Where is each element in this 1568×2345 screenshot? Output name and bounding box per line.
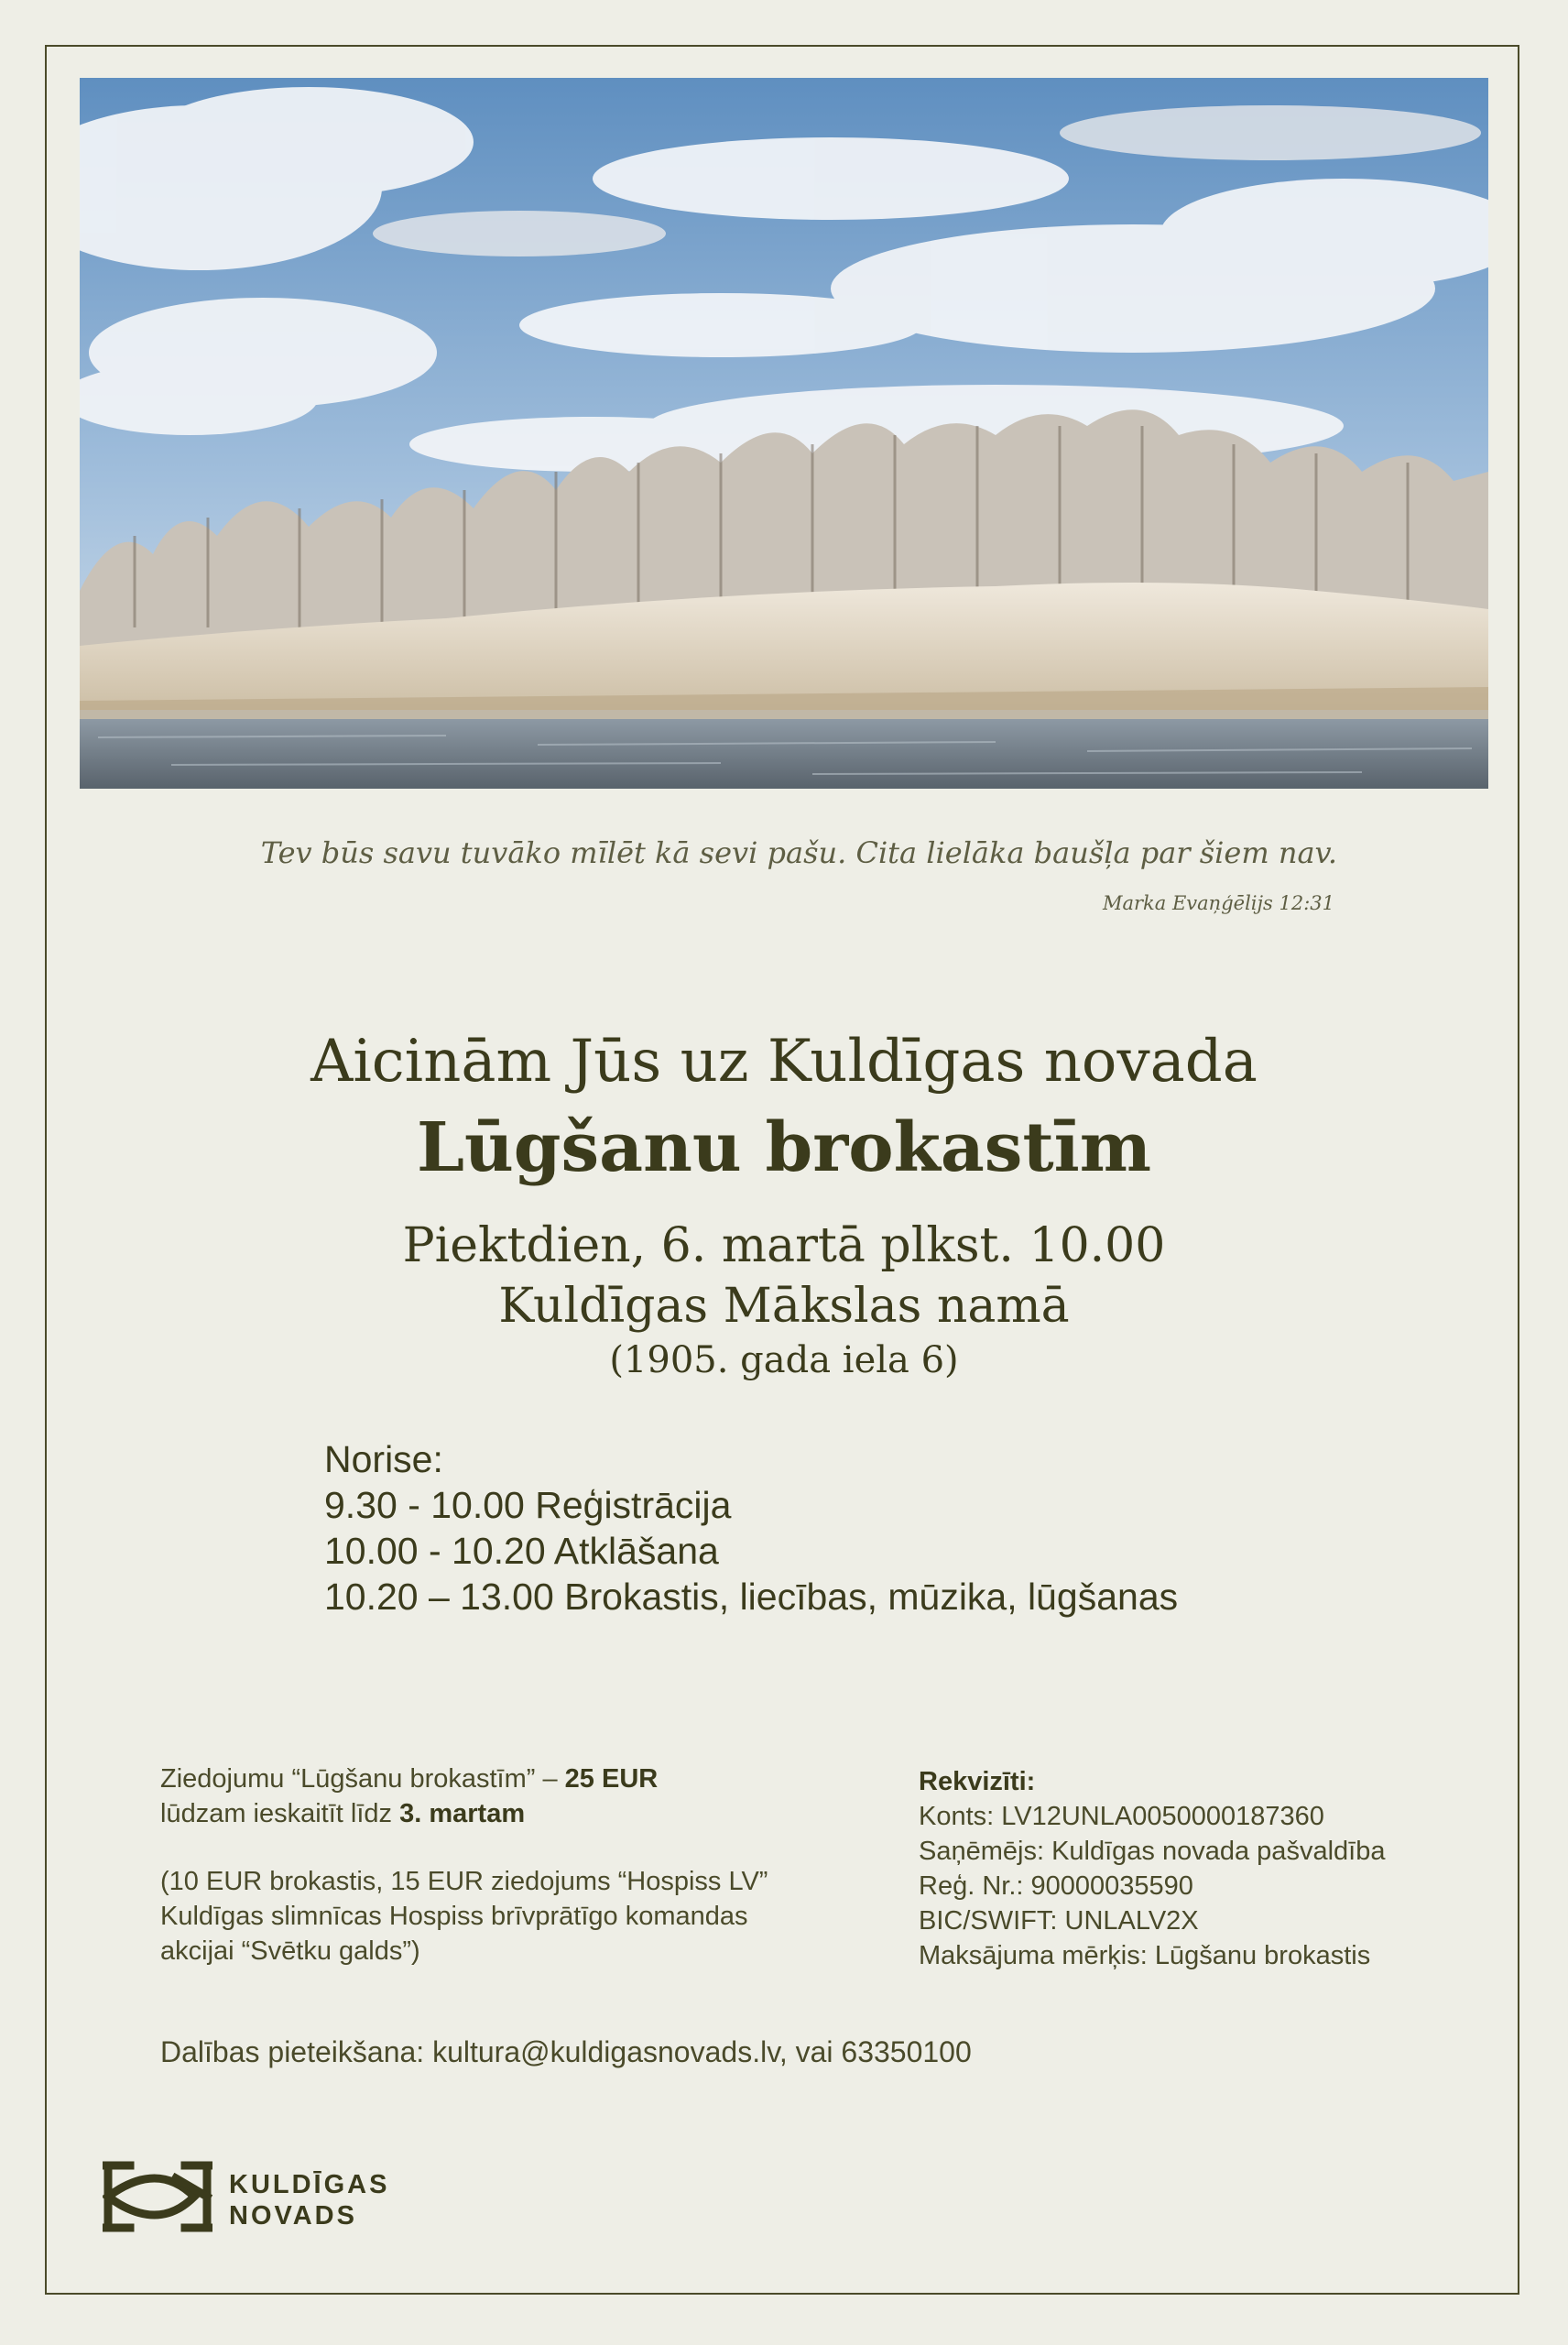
donation-note	[160, 1864, 768, 1969]
logo-text-line: NOVADS	[229, 2201, 357, 2230]
donation-deadline: 3. martam	[399, 1799, 526, 1828]
event-venue: Kuldīgas Mākslas namā	[498, 1279, 1070, 1334]
invite-line: Aicinām Jūs uz Kuldīgas novada	[310, 1028, 1258, 1096]
kuldiga-logo	[103, 2160, 432, 2237]
event-date: Piektdien, 6. martā plkst. 10.00	[402, 1218, 1166, 1273]
requisites-line: Reģ. Nr.: 90000035590	[919, 1871, 1193, 1901]
registration-contact: Dalības pieteikšana: kultura@kuldigasnovads.lv, vai 63350100	[160, 2035, 972, 2068]
bank-requisites	[919, 1764, 1385, 1973]
requisites-line: BIC/SWIFT: UNLALV2X	[919, 1906, 1199, 1936]
bible-quote-source: Marka Evaņģēlijs 12:31	[1102, 892, 1334, 914]
logo-mark-icon	[103, 2160, 212, 2233]
winter-landscape-photo	[80, 78, 1488, 789]
requisites-line: Konts: LV12UNLA0050000187360	[919, 1802, 1324, 1831]
requisites-line: Maksājuma mērķis: Lūgšanu brokastis	[919, 1941, 1371, 1970]
bible-quote: Tev būs savu tuvāko mīlēt kā sevi pašu. Cita lielāka baušļa par šiem nav.	[260, 835, 1337, 870]
donation-note-line: Kuldīgas slimnīcas Hospiss brīvprātīgo komandas	[160, 1902, 748, 1931]
donation-text: Ziedojumu “Lūgšanu brokastīm” –	[160, 1764, 565, 1794]
donation-deadline-text: lūdzam ieskaitīt līdz	[160, 1799, 400, 1828]
event-address: (1905. gada iela 6)	[609, 1339, 959, 1381]
program-item: 9.30 - 10.00 Reģistrācija	[324, 1484, 732, 1526]
donation-info	[160, 1761, 658, 1831]
logo-text-line: KULDĪGAS	[229, 2170, 390, 2199]
donation-note-line: (10 EUR brokastis, 15 EUR ziedojums “Hospiss LV”	[160, 1867, 768, 1896]
program-schedule	[324, 1436, 1178, 1620]
requisites-heading: Rekvizīti:	[919, 1767, 1036, 1796]
requisites-line: Saņēmējs: Kuldīgas novada pašvaldība	[919, 1837, 1386, 1866]
program-item: 10.00 - 10.20 Atklāšana	[324, 1530, 719, 1572]
event-title: Lūgšanu brokastīm	[416, 1108, 1152, 1187]
program-item: 10.20 – 13.00 Brokastis, liecības, mūzika, lūgšanas	[324, 1576, 1179, 1618]
donation-note-line: akcijai “Svētku galds”)	[160, 1936, 420, 1966]
donation-amount: 25 EUR	[564, 1764, 659, 1794]
program-heading: Norise:	[324, 1438, 443, 1480]
